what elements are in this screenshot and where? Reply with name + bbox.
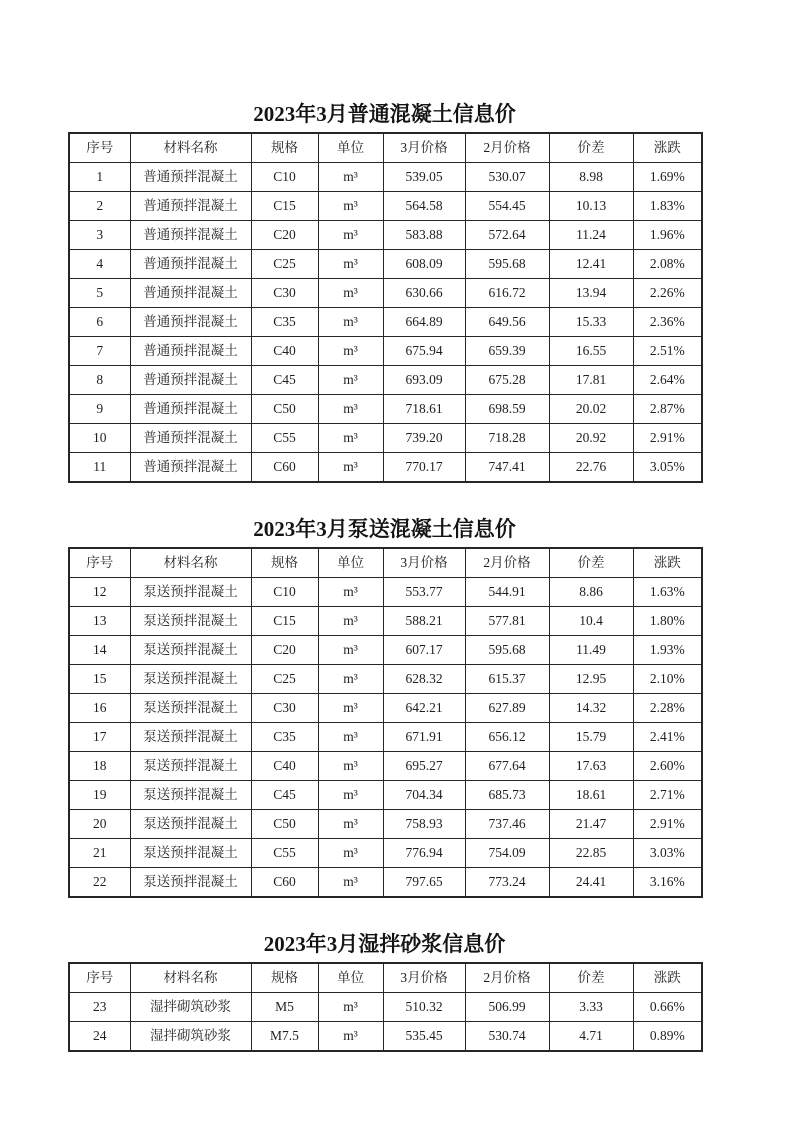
- table-cell: 2.51%: [633, 337, 702, 366]
- table-row: [69, 337, 702, 366]
- table-cell: 553.77: [383, 578, 465, 607]
- table-cell: 湿拌砌筑砂浆: [130, 993, 251, 1022]
- table-cell: 0.66%: [633, 993, 702, 1022]
- column-header: 序号: [69, 133, 130, 163]
- table-cell: C45: [251, 781, 318, 810]
- table-cell: 607.17: [383, 636, 465, 665]
- table-cell: 1.93%: [633, 636, 702, 665]
- table-cell: 0.89%: [633, 1022, 702, 1052]
- table-cell: 2.10%: [633, 665, 702, 694]
- table-cell: 3.05%: [633, 453, 702, 483]
- table-cell: 718.61: [383, 395, 465, 424]
- table-cell: C25: [251, 250, 318, 279]
- column-header: 规格: [251, 548, 318, 578]
- table-cell: 595.68: [465, 250, 549, 279]
- table-cell: m³: [318, 839, 383, 868]
- table-row: [69, 578, 702, 607]
- table-cell: 616.72: [465, 279, 549, 308]
- table-cell: 554.45: [465, 192, 549, 221]
- table-cell: 544.91: [465, 578, 549, 607]
- table-cell: 530.74: [465, 1022, 549, 1052]
- table-cell: 20.02: [549, 395, 633, 424]
- table-cell: 739.20: [383, 424, 465, 453]
- table-cell: 18: [69, 752, 130, 781]
- table-cell: 普通预拌混凝土: [130, 337, 251, 366]
- table-cell: m³: [318, 993, 383, 1022]
- table-cell: 16.55: [549, 337, 633, 366]
- section-ordinary-concrete: [68, 102, 701, 483]
- table-cell: 15.79: [549, 723, 633, 752]
- table-cell: C30: [251, 694, 318, 723]
- table-cell: 泵送预拌混凝土: [130, 752, 251, 781]
- table-cell: 693.09: [383, 366, 465, 395]
- table-cell: 9: [69, 395, 130, 424]
- table-cell: 普通预拌混凝土: [130, 366, 251, 395]
- table-cell: 797.65: [383, 868, 465, 898]
- table-cell: 17: [69, 723, 130, 752]
- table-cell: 1.96%: [633, 221, 702, 250]
- table-cell: 1.63%: [633, 578, 702, 607]
- table-cell: 18.61: [549, 781, 633, 810]
- column-header: 序号: [69, 963, 130, 993]
- table-cell: C60: [251, 868, 318, 898]
- table-cell: 664.89: [383, 308, 465, 337]
- table-cell: C20: [251, 221, 318, 250]
- table-cell: 普通预拌混凝土: [130, 163, 251, 192]
- table-cell: 6: [69, 308, 130, 337]
- table-cell: 16: [69, 694, 130, 723]
- column-header: 序号: [69, 548, 130, 578]
- table-cell: 718.28: [465, 424, 549, 453]
- table-cell: 泵送预拌混凝土: [130, 810, 251, 839]
- table-cell: 2.71%: [633, 781, 702, 810]
- table-cell: 普通预拌混凝土: [130, 192, 251, 221]
- table-cell: C10: [251, 163, 318, 192]
- table-row: [69, 221, 702, 250]
- table-cell: 20.92: [549, 424, 633, 453]
- column-header: 2月价格: [465, 963, 549, 993]
- table-cell: 2: [69, 192, 130, 221]
- table-row: [69, 839, 702, 868]
- header-row: [69, 548, 702, 578]
- table-cell: 普通预拌混凝土: [130, 221, 251, 250]
- table-cell: 2.08%: [633, 250, 702, 279]
- table-title-wet-mixed-mortar: 2023年3月湿拌砂浆信息价: [263, 932, 506, 956]
- table-cell: 22.76: [549, 453, 633, 483]
- table-cell: 2.64%: [633, 366, 702, 395]
- table-cell: 11.49: [549, 636, 633, 665]
- table-cell: 758.93: [383, 810, 465, 839]
- table-cell: 普通预拌混凝土: [130, 453, 251, 483]
- column-header: 涨跌: [633, 133, 702, 163]
- table-cell: m³: [318, 723, 383, 752]
- table-cell: 普通预拌混凝土: [130, 279, 251, 308]
- table-cell: 14: [69, 636, 130, 665]
- table-cell: M5: [251, 993, 318, 1022]
- table-cell: m³: [318, 395, 383, 424]
- table-cell: m³: [318, 578, 383, 607]
- table-cell: C50: [251, 810, 318, 839]
- table-cell: 24.41: [549, 868, 633, 898]
- table-cell: 698.59: [465, 395, 549, 424]
- table-cell: m³: [318, 810, 383, 839]
- column-header: 3月价格: [383, 963, 465, 993]
- table-cell: 12.41: [549, 250, 633, 279]
- table-cell: 15.33: [549, 308, 633, 337]
- table-row: [69, 279, 702, 308]
- table-cell: 630.66: [383, 279, 465, 308]
- table-cell: 510.32: [383, 993, 465, 1022]
- table-cell: 3: [69, 221, 130, 250]
- table-cell: m³: [318, 636, 383, 665]
- table-cell: 泵送预拌混凝土: [130, 607, 251, 636]
- table-cell: 2.36%: [633, 308, 702, 337]
- table-cell: 19: [69, 781, 130, 810]
- table-cell: C45: [251, 366, 318, 395]
- table-cell: 泵送预拌混凝土: [130, 781, 251, 810]
- table-title-pumped-concrete: 2023年3月泵送混凝土信息价: [253, 517, 516, 541]
- table-cell: 8: [69, 366, 130, 395]
- section-wet-mixed-mortar: [68, 932, 701, 1052]
- table-cell: 11: [69, 453, 130, 483]
- table-cell: 8.86: [549, 578, 633, 607]
- table-cell: 572.64: [465, 221, 549, 250]
- table-cell: 675.94: [383, 337, 465, 366]
- table-row: [69, 636, 702, 665]
- column-header: 2月价格: [465, 548, 549, 578]
- table-cell: 泵送预拌混凝土: [130, 723, 251, 752]
- table-cell: 754.09: [465, 839, 549, 868]
- price-table-pumped-concrete: [68, 547, 703, 898]
- table-cell: 530.07: [465, 163, 549, 192]
- table-cell: 595.68: [465, 636, 549, 665]
- table-row: [69, 366, 702, 395]
- table-row: [69, 694, 702, 723]
- table-cell: C25: [251, 665, 318, 694]
- table-cell: 13: [69, 607, 130, 636]
- table-row: [69, 1022, 702, 1052]
- table-cell: 泵送预拌混凝土: [130, 839, 251, 868]
- column-header: 涨跌: [633, 963, 702, 993]
- table-cell: 普通预拌混凝土: [130, 250, 251, 279]
- table-cell: 11.24: [549, 221, 633, 250]
- column-header: 规格: [251, 963, 318, 993]
- header-row: [69, 963, 702, 993]
- table-cell: 21.47: [549, 810, 633, 839]
- table-cell: 583.88: [383, 221, 465, 250]
- table-cell: 671.91: [383, 723, 465, 752]
- table-cell: 1.69%: [633, 163, 702, 192]
- table-row: [69, 781, 702, 810]
- table-cell: C15: [251, 607, 318, 636]
- table-cell: 747.41: [465, 453, 549, 483]
- table-cell: 普通预拌混凝土: [130, 395, 251, 424]
- table-cell: C15: [251, 192, 318, 221]
- table-cell: 535.45: [383, 1022, 465, 1052]
- table-cell: m³: [318, 607, 383, 636]
- table-cell: 628.32: [383, 665, 465, 694]
- column-header: 2月价格: [465, 133, 549, 163]
- column-header: 价差: [549, 963, 633, 993]
- table-cell: 14.32: [549, 694, 633, 723]
- table-cell: m³: [318, 279, 383, 308]
- table-cell: 23: [69, 993, 130, 1022]
- table-cell: 5: [69, 279, 130, 308]
- table-row: [69, 723, 702, 752]
- table-cell: 695.27: [383, 752, 465, 781]
- table-cell: 1: [69, 163, 130, 192]
- table-cell: 615.37: [465, 665, 549, 694]
- table-cell: 12: [69, 578, 130, 607]
- table-row: [69, 308, 702, 337]
- table-cell: 564.58: [383, 192, 465, 221]
- table-cell: 656.12: [465, 723, 549, 752]
- table-cell: m³: [318, 868, 383, 898]
- table-cell: 8.98: [549, 163, 633, 192]
- table-cell: m³: [318, 694, 383, 723]
- table-cell: C35: [251, 308, 318, 337]
- column-header: 材料名称: [130, 133, 251, 163]
- table-cell: 773.24: [465, 868, 549, 898]
- table-cell: m³: [318, 192, 383, 221]
- column-header: 单位: [318, 963, 383, 993]
- table-cell: 泵送预拌混凝土: [130, 665, 251, 694]
- table-cell: 704.34: [383, 781, 465, 810]
- table-cell: m³: [318, 366, 383, 395]
- table-cell: 17.63: [549, 752, 633, 781]
- table-cell: 10.4: [549, 607, 633, 636]
- column-header: 单位: [318, 548, 383, 578]
- table-cell: 泵送预拌混凝土: [130, 636, 251, 665]
- table-cell: 17.81: [549, 366, 633, 395]
- table-cell: m³: [318, 163, 383, 192]
- table-cell: m³: [318, 308, 383, 337]
- table-cell: C60: [251, 453, 318, 483]
- table-cell: 4: [69, 250, 130, 279]
- table-cell: 15: [69, 665, 130, 694]
- table-cell: C40: [251, 752, 318, 781]
- table-cell: 608.09: [383, 250, 465, 279]
- table-cell: 湿拌砌筑砂浆: [130, 1022, 251, 1052]
- table-cell: C50: [251, 395, 318, 424]
- table-cell: 2.87%: [633, 395, 702, 424]
- table-cell: 642.21: [383, 694, 465, 723]
- section-pumped-concrete: [68, 517, 701, 898]
- table-cell: 普通预拌混凝土: [130, 424, 251, 453]
- table-cell: 3.33: [549, 993, 633, 1022]
- table-cell: 1.83%: [633, 192, 702, 221]
- table-cell: 12.95: [549, 665, 633, 694]
- table-cell: 2.28%: [633, 694, 702, 723]
- table-cell: m³: [318, 781, 383, 810]
- table-row: [69, 993, 702, 1022]
- column-header: 价差: [549, 133, 633, 163]
- table-cell: m³: [318, 453, 383, 483]
- table-cell: m³: [318, 424, 383, 453]
- table-cell: 627.89: [465, 694, 549, 723]
- column-header: 3月价格: [383, 548, 465, 578]
- table-cell: m³: [318, 665, 383, 694]
- table-row: [69, 424, 702, 453]
- table-row: [69, 453, 702, 483]
- table-row: [69, 752, 702, 781]
- table-cell: m³: [318, 1022, 383, 1052]
- table-cell: 22: [69, 868, 130, 898]
- table-cell: 588.21: [383, 607, 465, 636]
- table-row: [69, 607, 702, 636]
- table-cell: M7.5: [251, 1022, 318, 1052]
- table-cell: 737.46: [465, 810, 549, 839]
- table-cell: C55: [251, 424, 318, 453]
- table-cell: 3.16%: [633, 868, 702, 898]
- column-header: 材料名称: [130, 548, 251, 578]
- table-cell: C30: [251, 279, 318, 308]
- column-header: 价差: [549, 548, 633, 578]
- header-row: [69, 133, 702, 163]
- table-cell: m³: [318, 221, 383, 250]
- table-cell: 776.94: [383, 839, 465, 868]
- table-cell: 22.85: [549, 839, 633, 868]
- table-cell: 2.60%: [633, 752, 702, 781]
- table-cell: m³: [318, 337, 383, 366]
- table-cell: 泵送预拌混凝土: [130, 868, 251, 898]
- price-table-ordinary-concrete: [68, 132, 703, 483]
- table-row: [69, 163, 702, 192]
- column-header: 涨跌: [633, 548, 702, 578]
- table-cell: 2.41%: [633, 723, 702, 752]
- table-cell: 20: [69, 810, 130, 839]
- column-header: 规格: [251, 133, 318, 163]
- table-cell: 2.26%: [633, 279, 702, 308]
- table-row: [69, 810, 702, 839]
- table-cell: 10: [69, 424, 130, 453]
- table-cell: 685.73: [465, 781, 549, 810]
- table-cell: 21: [69, 839, 130, 868]
- table-cell: C35: [251, 723, 318, 752]
- table-row: [69, 868, 702, 898]
- table-cell: 2.91%: [633, 810, 702, 839]
- column-header: 单位: [318, 133, 383, 163]
- table-row: [69, 665, 702, 694]
- column-header: 材料名称: [130, 963, 251, 993]
- table-cell: 4.71: [549, 1022, 633, 1052]
- table-row: [69, 250, 702, 279]
- table-cell: 539.05: [383, 163, 465, 192]
- table-row: [69, 395, 702, 424]
- table-cell: 泵送预拌混凝土: [130, 578, 251, 607]
- table-cell: C20: [251, 636, 318, 665]
- table-title-ordinary-concrete: 2023年3月普通混凝土信息价: [253, 102, 516, 126]
- table-cell: 2.91%: [633, 424, 702, 453]
- table-cell: 3.03%: [633, 839, 702, 868]
- table-cell: 7: [69, 337, 130, 366]
- table-cell: 770.17: [383, 453, 465, 483]
- table-cell: C55: [251, 839, 318, 868]
- table-cell: m³: [318, 752, 383, 781]
- price-table-wet-mixed-mortar: [68, 962, 703, 1052]
- table-cell: 1.80%: [633, 607, 702, 636]
- table-cell: 普通预拌混凝土: [130, 308, 251, 337]
- table-cell: 10.13: [549, 192, 633, 221]
- table-cell: m³: [318, 250, 383, 279]
- table-cell: 泵送预拌混凝土: [130, 694, 251, 723]
- table-cell: 675.28: [465, 366, 549, 395]
- table-cell: 649.56: [465, 308, 549, 337]
- table-cell: 13.94: [549, 279, 633, 308]
- table-cell: 659.39: [465, 337, 549, 366]
- table-cell: C10: [251, 578, 318, 607]
- table-row: [69, 192, 702, 221]
- table-cell: 677.64: [465, 752, 549, 781]
- table-cell: 577.81: [465, 607, 549, 636]
- table-cell: 24: [69, 1022, 130, 1052]
- column-header: 3月价格: [383, 133, 465, 163]
- table-cell: C40: [251, 337, 318, 366]
- table-cell: 506.99: [465, 993, 549, 1022]
